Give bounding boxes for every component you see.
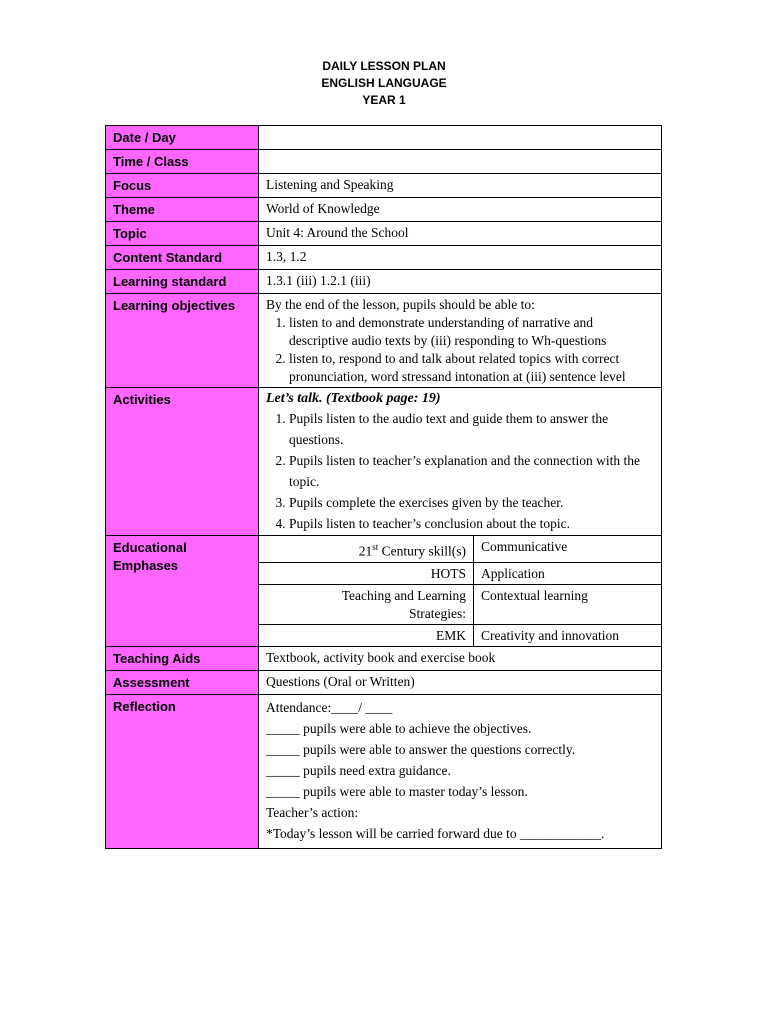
- reflection-line: _____ pupils were able to answer the questions correctly.: [266, 741, 576, 757]
- header-year: YEAR 1: [362, 93, 406, 107]
- skill-value: Communicative: [474, 536, 662, 562]
- focus-value: Listening and Speaking: [259, 174, 662, 198]
- row-topic: [106, 222, 662, 246]
- reflection-line: _____ pupils were able to master today’s lesson.: [266, 783, 528, 799]
- hots-label: HOTS: [259, 562, 474, 584]
- learning-standard-label: Learning standard: [106, 270, 259, 294]
- activity-item: 1. Pupils listen to the audio text and guide them to answer the questions.: [289, 408, 654, 450]
- content-standard-value: 1.3, 1.2: [259, 246, 662, 270]
- emphases-table: [259, 536, 661, 646]
- reflection-line: Attendance:____/ ____: [266, 699, 393, 715]
- teaching-aids-label: Teaching Aids: [106, 646, 259, 670]
- assessment-value: Questions (Oral or Written): [259, 670, 662, 694]
- skill-label: [259, 536, 474, 562]
- time-label: Time / Class: [106, 150, 259, 174]
- reflection-line: *Today’s lesson will be carried forward due to ____________.: [266, 825, 605, 841]
- focus-label: Focus: [106, 174, 259, 198]
- objective-item: 2. listen to, respond to and talk about related topics with correct pronunciation, word stressand intonation at (iii) sentence level: [289, 350, 654, 386]
- emphases-label: [106, 536, 259, 647]
- skill-prefix: 21: [358, 543, 373, 559]
- activity-item: 3. Pupils complete the exercises given by the teacher.: [289, 492, 654, 513]
- emphases-label-line2: Emphases: [113, 558, 179, 573]
- activity-item: 4. Pupils listen to teacher’s conclusion about the topic.: [289, 513, 654, 534]
- emphases-row-tls: [259, 584, 661, 624]
- objectives-cell: [259, 294, 662, 388]
- content-standard-label: Content Standard: [106, 246, 259, 270]
- emphases-row-skill: [259, 536, 661, 562]
- reflection-label: Reflection: [106, 694, 259, 848]
- row-assessment: [106, 670, 662, 694]
- reflection-line: _____ pupils were able to achieve the objectives.: [266, 720, 532, 736]
- emk-label: EMK: [259, 624, 474, 646]
- activities-heading: Let’s talk. (Textbook page: 19): [266, 391, 441, 406]
- emk-value: Creativity and innovation: [474, 624, 662, 646]
- header-subject: ENGLISH LANGUAGE: [321, 76, 447, 90]
- theme-label: Theme: [106, 198, 259, 222]
- row-reflection: [106, 694, 662, 848]
- skill-sup: st: [372, 542, 379, 552]
- reflection-line: Teacher’s action:: [266, 804, 359, 820]
- header-title: DAILY LESSON PLAN: [322, 59, 446, 73]
- objectives-list: [266, 314, 654, 386]
- reflection-line: _____ pupils need extra guidance.: [266, 762, 451, 778]
- hots-value: Application: [474, 562, 662, 584]
- topic-label: Topic: [106, 222, 259, 246]
- row-teaching-aids: [106, 646, 662, 670]
- row-date: [106, 126, 662, 150]
- date-value: [259, 126, 662, 150]
- time-value: [259, 150, 662, 174]
- skill-suffix: Century skill(s): [378, 543, 466, 559]
- row-activities: [106, 388, 662, 536]
- emphases-row-hots: [259, 562, 661, 584]
- learning-standard-value: 1.3.1 (iii) 1.2.1 (iii): [259, 270, 662, 294]
- row-focus: [106, 174, 662, 198]
- emphases-label-line1: Educational: [113, 540, 187, 555]
- activities-list: [266, 408, 654, 534]
- activities-label: Activities: [106, 388, 259, 536]
- objective-item: 1. listen to and demonstrate understanding of narrative and descriptive audio texts by (iii) responding to Wh-questions: [289, 314, 654, 350]
- lesson-plan-table: [105, 125, 662, 849]
- emphases-row-emk: [259, 624, 661, 646]
- assessment-label: Assessment: [106, 670, 259, 694]
- date-label: Date / Day: [106, 126, 259, 150]
- theme-value: World of Knowledge: [259, 198, 662, 222]
- objectives-intro: By the end of the lesson, pupils should be able to:: [266, 297, 535, 312]
- tls-label-line2: Strategies:: [409, 605, 466, 621]
- teaching-aids-value: Textbook, activity book and exercise book: [259, 646, 662, 670]
- tls-value: Contextual learning: [474, 584, 662, 624]
- document-header: [0, 58, 768, 109]
- tls-label-line1: Teaching and Learning: [341, 587, 466, 603]
- activities-cell: [259, 388, 662, 536]
- row-theme: [106, 198, 662, 222]
- reflection-cell: [259, 694, 662, 848]
- row-learning-standard: [106, 270, 662, 294]
- emphases-cell: [259, 536, 662, 647]
- row-emphases: [106, 536, 662, 647]
- tls-label: [259, 584, 474, 624]
- activity-item: 2. Pupils listen to teacher’s explanation and the connection with the topic.: [289, 450, 654, 492]
- row-time: [106, 150, 662, 174]
- row-content-standard: [106, 246, 662, 270]
- topic-value: Unit 4: Around the School: [259, 222, 662, 246]
- objectives-label: Learning objectives: [106, 294, 259, 388]
- row-objectives: [106, 294, 662, 388]
